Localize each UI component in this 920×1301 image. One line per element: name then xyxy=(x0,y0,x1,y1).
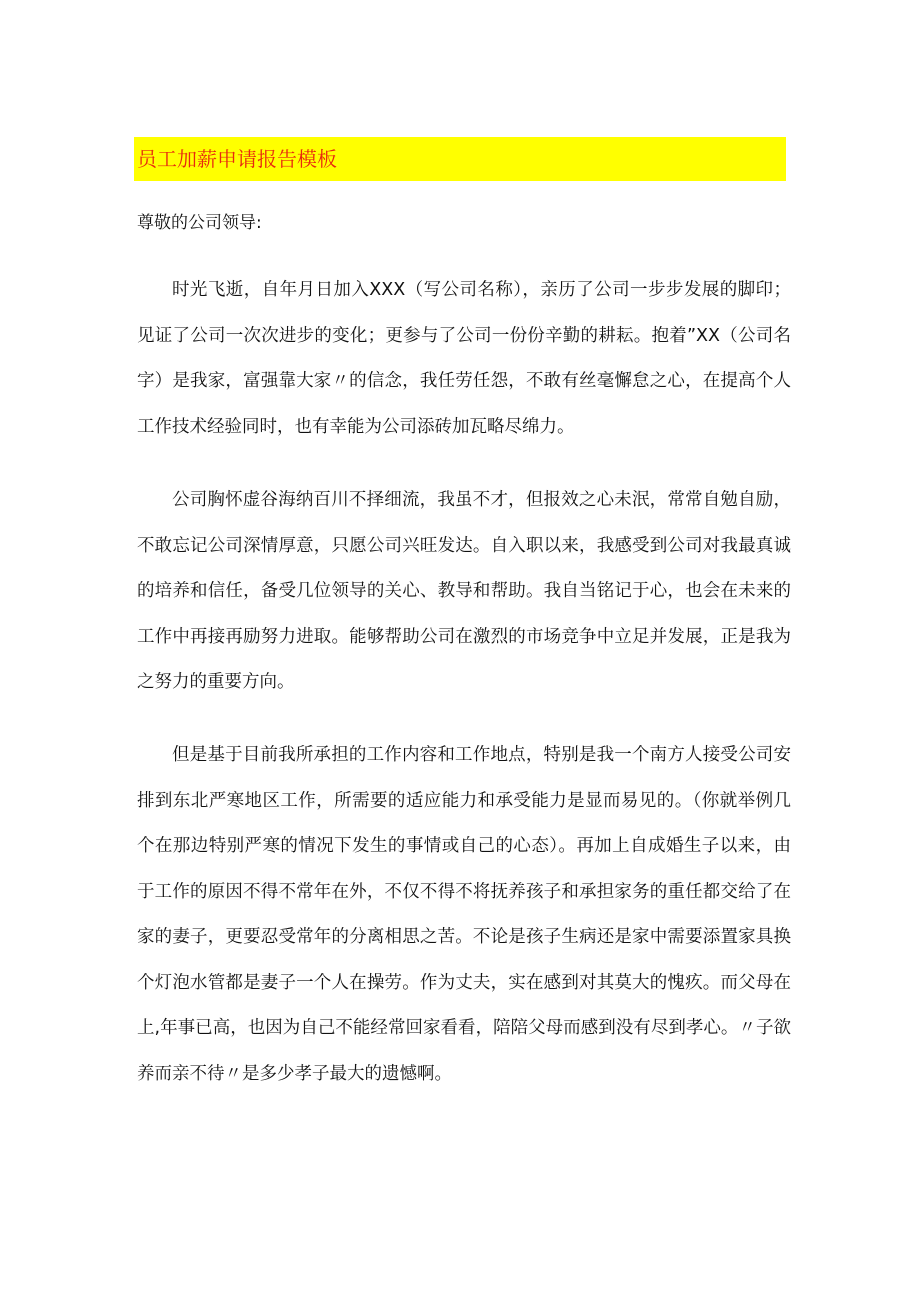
paragraph-2: 公司胸怀虚谷海纳百川不择细流，我虽不才，但报效之心未泯，常常自勉自励，不敢忘记公司深情厚意，只愿公司兴旺发达。自入职以来，我感受到公司对我最真诚的培养和信任，备受几位领导的关心、教导和帮助。我自当铭记于心，也会在未来的工作中再接再励努力进取。能够帮助公司在激烈的市场竞争中立足并发展，正是我为之努力的重要方向。 xyxy=(137,490,791,692)
document-title: 员工加薪申请报告模板 xyxy=(137,147,337,171)
salutation: 尊敬的公司领导: xyxy=(137,213,262,233)
paragraph-1: 时光飞逝，自年月日加入XXX（写公司名称），亲历了公司一步步发展的脚印；见证了公司一次次进步的变化；更参与了公司一份份辛勤的耕耘。抱着”XX（公司名字）是我家，富强靠大家〃的信念，我任劳任怨，不敢有丝毫懈怠之心，在提高个人工作技术经验同时，也有幸能为公司添砖加瓦略尽绵力。 xyxy=(137,280,791,437)
paragraph-3: 但是基于目前我所承担的工作内容和工作地点，特别是我一个南方人接受公司安排到东北严寒地区工作，所需要的适应能力和承受能力是显而易见的。（你就举例几个在那边特别严寒的情况下发生的事情或自己的心态）。再加上自成婚生子以来，由于工作的原因不得不常年在外，不仅不得不将抚养孩子和承担家务的重任都交给了在家的妻子，更要忍受常年的分离相思之苦。不论是孩子生病还是家中需要添置家具换个灯泡水管都是妻子一个人在操劳。作为丈夫，实在感到对其莫大的愧疚。而父母在上,年事已高，也因为自己不能经常回家看看，陪陪父母而感到没有尽到孝心。〃子欲养而亲不待〃是多少孝子最大的遗憾啊。 xyxy=(137,745,791,1084)
title-highlight-bar xyxy=(134,137,786,181)
